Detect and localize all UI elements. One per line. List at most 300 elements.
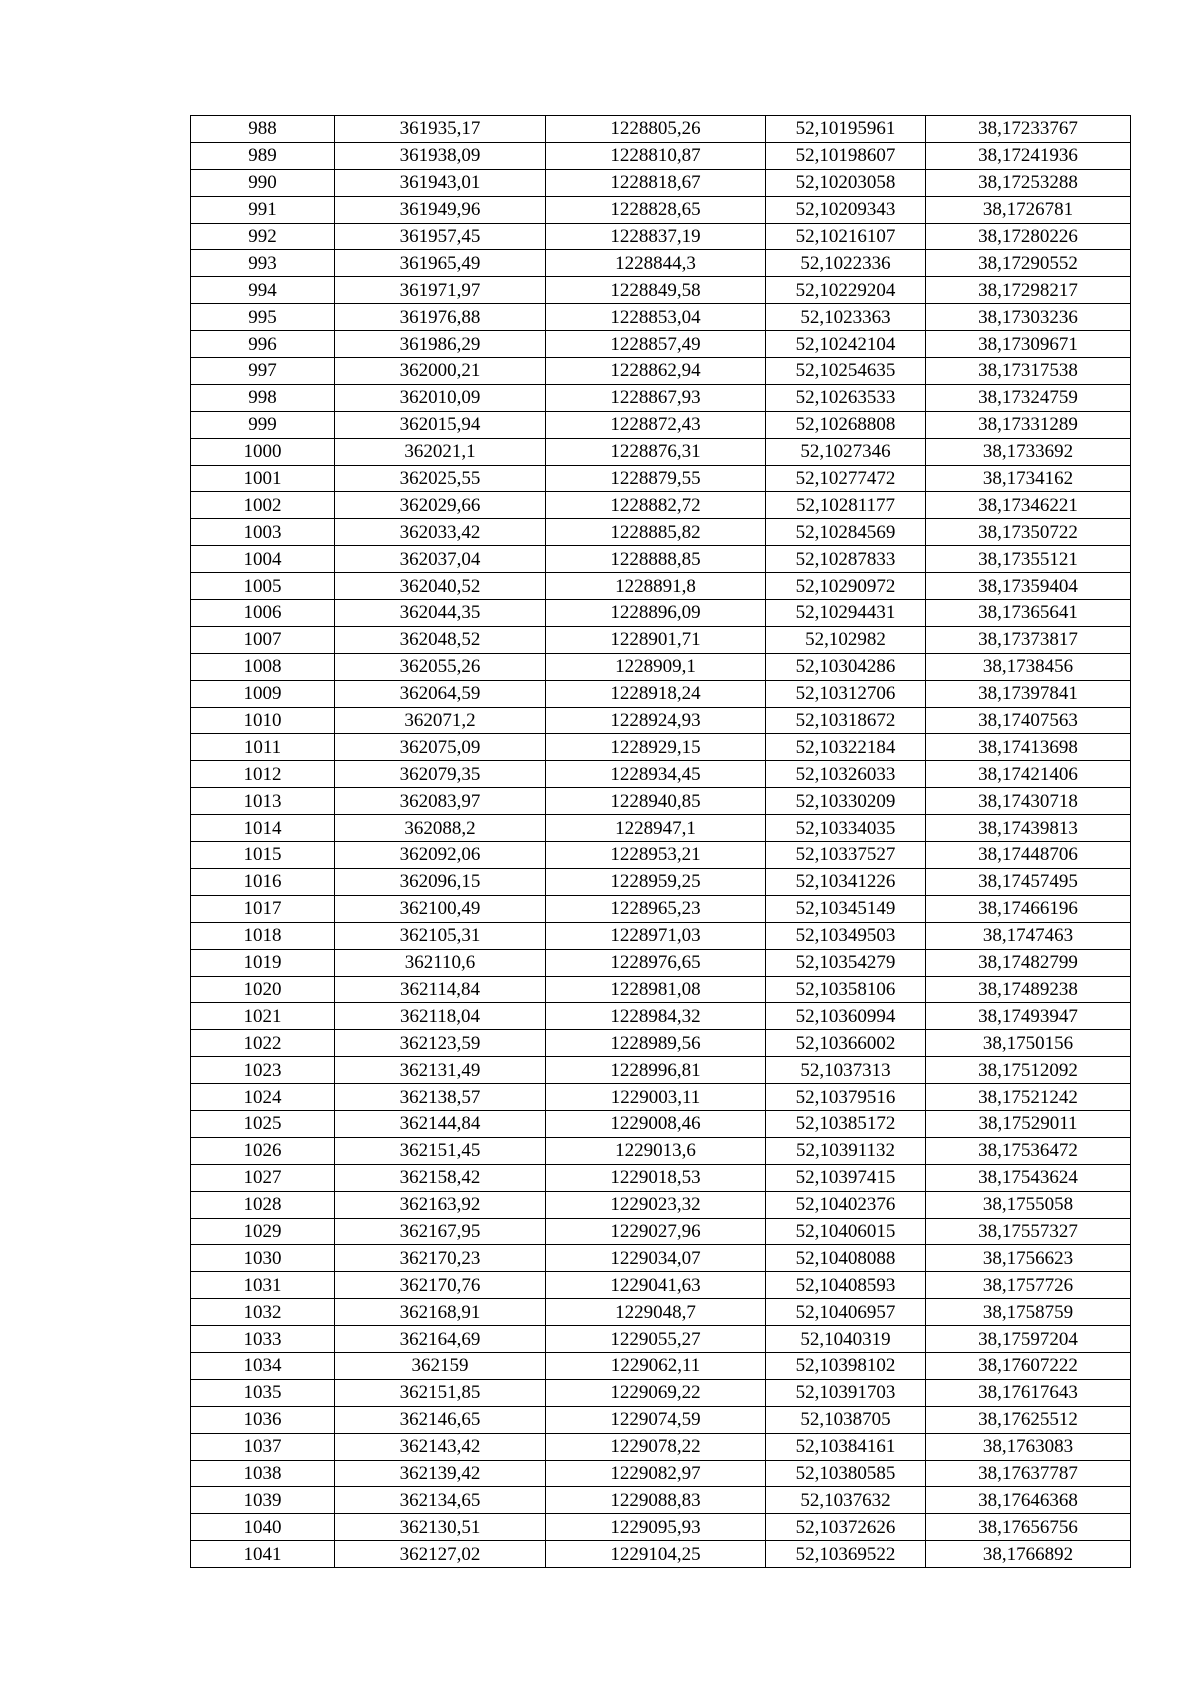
latitude-cell: 52,10345149: [766, 895, 926, 922]
point-number-cell: 996: [191, 331, 335, 358]
longitude-cell: 38,17557327: [926, 1218, 1131, 1245]
point-number-cell: 1001: [191, 465, 335, 492]
y-coordinate-cell: 1229062,11: [546, 1352, 766, 1379]
x-coordinate-cell: 362048,52: [335, 626, 546, 653]
point-number-cell: 1016: [191, 868, 335, 895]
point-number-cell: 992: [191, 223, 335, 250]
x-coordinate-cell: 362143,42: [335, 1433, 546, 1460]
table-row: [191, 600, 1131, 627]
x-coordinate-cell: 362151,85: [335, 1379, 546, 1406]
point-number-cell: 990: [191, 169, 335, 196]
table-row: [191, 1541, 1131, 1568]
point-number-cell: 997: [191, 358, 335, 385]
table-row: [191, 922, 1131, 949]
point-number-cell: 998: [191, 384, 335, 411]
longitude-cell: 38,1757726: [926, 1272, 1131, 1299]
x-coordinate-cell: 361938,09: [335, 142, 546, 169]
longitude-cell: 38,17637787: [926, 1460, 1131, 1487]
longitude-cell: 38,17233767: [926, 116, 1131, 143]
table-row: [191, 304, 1131, 331]
point-number-cell: 1020: [191, 976, 335, 1003]
table-row: [191, 1030, 1131, 1057]
point-number-cell: 993: [191, 250, 335, 277]
point-number-cell: 1039: [191, 1487, 335, 1514]
longitude-cell: 38,17350722: [926, 519, 1131, 546]
table-row: [191, 1245, 1131, 1272]
point-number-cell: 1027: [191, 1164, 335, 1191]
y-coordinate-cell: 1228862,94: [546, 358, 766, 385]
x-coordinate-cell: 362092,06: [335, 842, 546, 869]
y-coordinate-cell: 1228981,08: [546, 976, 766, 1003]
x-coordinate-cell: 362071,2: [335, 707, 546, 734]
latitude-cell: 52,10408593: [766, 1272, 926, 1299]
x-coordinate-cell: 362146,65: [335, 1406, 546, 1433]
latitude-cell: 52,10397415: [766, 1164, 926, 1191]
latitude-cell: 52,10402376: [766, 1191, 926, 1218]
x-coordinate-cell: 362118,04: [335, 1003, 546, 1030]
latitude-cell: 52,1040319: [766, 1326, 926, 1353]
y-coordinate-cell: 1229078,22: [546, 1433, 766, 1460]
x-coordinate-cell: 362000,21: [335, 358, 546, 385]
longitude-cell: 38,17489238: [926, 976, 1131, 1003]
longitude-cell: 38,17597204: [926, 1326, 1131, 1353]
table-row: [191, 116, 1131, 143]
latitude-cell: 52,10391703: [766, 1379, 926, 1406]
x-coordinate-cell: 362044,35: [335, 600, 546, 627]
y-coordinate-cell: 1229018,53: [546, 1164, 766, 1191]
latitude-cell: 52,10277472: [766, 465, 926, 492]
y-coordinate-cell: 1228885,82: [546, 519, 766, 546]
point-number-cell: 1030: [191, 1245, 335, 1272]
x-coordinate-cell: 362088,2: [335, 815, 546, 842]
latitude-cell: 52,1027346: [766, 438, 926, 465]
point-number-cell: 1038: [191, 1460, 335, 1487]
x-coordinate-cell: 362170,76: [335, 1272, 546, 1299]
latitude-cell: 52,1037313: [766, 1057, 926, 1084]
x-coordinate-cell: 362139,42: [335, 1460, 546, 1487]
table-row: [191, 573, 1131, 600]
longitude-cell: 38,17324759: [926, 384, 1131, 411]
point-number-cell: 1025: [191, 1110, 335, 1137]
y-coordinate-cell: 1228867,93: [546, 384, 766, 411]
longitude-cell: 38,17529011: [926, 1110, 1131, 1137]
latitude-cell: 52,10406015: [766, 1218, 926, 1245]
point-number-cell: 1037: [191, 1433, 335, 1460]
latitude-cell: 52,10312706: [766, 680, 926, 707]
longitude-cell: 38,1763083: [926, 1433, 1131, 1460]
y-coordinate-cell: 1229013,6: [546, 1137, 766, 1164]
table-row: [191, 1164, 1131, 1191]
x-coordinate-cell: 362029,66: [335, 492, 546, 519]
x-coordinate-cell: 361949,96: [335, 196, 546, 223]
table-row: [191, 842, 1131, 869]
longitude-cell: 38,17346221: [926, 492, 1131, 519]
latitude-cell: 52,10294431: [766, 600, 926, 627]
longitude-cell: 38,1733692: [926, 438, 1131, 465]
x-coordinate-cell: 362170,23: [335, 1245, 546, 1272]
x-coordinate-cell: 361943,01: [335, 169, 546, 196]
y-coordinate-cell: 1228876,31: [546, 438, 766, 465]
x-coordinate-cell: 361965,49: [335, 250, 546, 277]
latitude-cell: 52,10337527: [766, 842, 926, 869]
longitude-cell: 38,1750156: [926, 1030, 1131, 1057]
point-number-cell: 1041: [191, 1541, 335, 1568]
point-number-cell: 1028: [191, 1191, 335, 1218]
longitude-cell: 38,17457495: [926, 868, 1131, 895]
latitude-cell: 52,1038705: [766, 1406, 926, 1433]
latitude-cell: 52,10408088: [766, 1245, 926, 1272]
latitude-cell: 52,10391132: [766, 1137, 926, 1164]
table-row: [191, 142, 1131, 169]
table-row: [191, 223, 1131, 250]
x-coordinate-cell: 362055,26: [335, 653, 546, 680]
longitude-cell: 38,17536472: [926, 1137, 1131, 1164]
y-coordinate-cell: 1228805,26: [546, 116, 766, 143]
x-coordinate-cell: 362040,52: [335, 573, 546, 600]
latitude-cell: 52,10406957: [766, 1299, 926, 1326]
latitude-cell: 52,10326033: [766, 761, 926, 788]
table-row: [191, 411, 1131, 438]
point-number-cell: 1008: [191, 653, 335, 680]
point-number-cell: 1029: [191, 1218, 335, 1245]
point-number-cell: 1034: [191, 1352, 335, 1379]
table-row: [191, 761, 1131, 788]
latitude-cell: 52,10360994: [766, 1003, 926, 1030]
y-coordinate-cell: 1228828,65: [546, 196, 766, 223]
table-row: [191, 1084, 1131, 1111]
point-number-cell: 1018: [191, 922, 335, 949]
latitude-cell: 52,10284569: [766, 519, 926, 546]
point-number-cell: 1021: [191, 1003, 335, 1030]
latitude-cell: 52,10369522: [766, 1541, 926, 1568]
latitude-cell: 52,10195961: [766, 116, 926, 143]
latitude-cell: 52,10281177: [766, 492, 926, 519]
longitude-cell: 38,17466196: [926, 895, 1131, 922]
y-coordinate-cell: 1229027,96: [546, 1218, 766, 1245]
y-coordinate-cell: 1228989,56: [546, 1030, 766, 1057]
point-number-cell: 994: [191, 277, 335, 304]
latitude-cell: 52,10330209: [766, 788, 926, 815]
longitude-cell: 38,1747463: [926, 922, 1131, 949]
latitude-cell: 52,10287833: [766, 546, 926, 573]
y-coordinate-cell: 1229074,59: [546, 1406, 766, 1433]
table-row: [191, 815, 1131, 842]
table-row: [191, 680, 1131, 707]
x-coordinate-cell: 362015,94: [335, 411, 546, 438]
point-number-cell: 988: [191, 116, 335, 143]
table-row: [191, 1326, 1131, 1353]
y-coordinate-cell: 1229055,27: [546, 1326, 766, 1353]
longitude-cell: 38,1726781: [926, 196, 1131, 223]
longitude-cell: 38,1738456: [926, 653, 1131, 680]
longitude-cell: 38,17430718: [926, 788, 1131, 815]
latitude-cell: 52,10379516: [766, 1084, 926, 1111]
table-row: [191, 169, 1131, 196]
latitude-cell: 52,10198607: [766, 142, 926, 169]
table-row: [191, 626, 1131, 653]
latitude-cell: 52,10349503: [766, 922, 926, 949]
table-row: [191, 196, 1131, 223]
x-coordinate-cell: 362025,55: [335, 465, 546, 492]
coordinates-table: [190, 115, 1131, 1568]
table-row: [191, 492, 1131, 519]
point-number-cell: 1017: [191, 895, 335, 922]
longitude-cell: 38,1766892: [926, 1541, 1131, 1568]
point-number-cell: 1009: [191, 680, 335, 707]
point-number-cell: 1023: [191, 1057, 335, 1084]
table-row: [191, 1218, 1131, 1245]
table-row: [191, 1137, 1131, 1164]
longitude-cell: 38,17607222: [926, 1352, 1131, 1379]
table-row: [191, 1487, 1131, 1514]
x-coordinate-cell: 362079,35: [335, 761, 546, 788]
point-number-cell: 1026: [191, 1137, 335, 1164]
table-row: [191, 788, 1131, 815]
point-number-cell: 1032: [191, 1299, 335, 1326]
point-number-cell: 1000: [191, 438, 335, 465]
y-coordinate-cell: 1228959,25: [546, 868, 766, 895]
longitude-cell: 38,17543624: [926, 1164, 1131, 1191]
y-coordinate-cell: 1228818,67: [546, 169, 766, 196]
y-coordinate-cell: 1228918,24: [546, 680, 766, 707]
table-row: [191, 1003, 1131, 1030]
x-coordinate-cell: 362130,51: [335, 1514, 546, 1541]
longitude-cell: 38,17309671: [926, 331, 1131, 358]
longitude-cell: 38,1734162: [926, 465, 1131, 492]
latitude-cell: 52,10263533: [766, 384, 926, 411]
y-coordinate-cell: 1228953,21: [546, 842, 766, 869]
x-coordinate-cell: 362100,49: [335, 895, 546, 922]
x-coordinate-cell: 362114,84: [335, 976, 546, 1003]
point-number-cell: 1031: [191, 1272, 335, 1299]
x-coordinate-cell: 362123,59: [335, 1030, 546, 1057]
longitude-cell: 38,17303236: [926, 304, 1131, 331]
y-coordinate-cell: 1228996,81: [546, 1057, 766, 1084]
longitude-cell: 38,17359404: [926, 573, 1131, 600]
longitude-cell: 38,17413698: [926, 734, 1131, 761]
point-number-cell: 1010: [191, 707, 335, 734]
latitude-cell: 52,1022336: [766, 250, 926, 277]
y-coordinate-cell: 1228853,04: [546, 304, 766, 331]
x-coordinate-cell: 362075,09: [335, 734, 546, 761]
table-row: [191, 1352, 1131, 1379]
x-coordinate-cell: 362164,69: [335, 1326, 546, 1353]
longitude-cell: 38,17290552: [926, 250, 1131, 277]
point-number-cell: 1022: [191, 1030, 335, 1057]
x-coordinate-cell: 362134,65: [335, 1487, 546, 1514]
x-coordinate-cell: 361976,88: [335, 304, 546, 331]
latitude-cell: 52,10334035: [766, 815, 926, 842]
point-number-cell: 1004: [191, 546, 335, 573]
latitude-cell: 52,10229204: [766, 277, 926, 304]
point-number-cell: 1024: [191, 1084, 335, 1111]
y-coordinate-cell: 1228810,87: [546, 142, 766, 169]
latitude-cell: 52,10203058: [766, 169, 926, 196]
y-coordinate-cell: 1228849,58: [546, 277, 766, 304]
y-coordinate-cell: 1228891,8: [546, 573, 766, 600]
longitude-cell: 38,17373817: [926, 626, 1131, 653]
latitude-cell: 52,10372626: [766, 1514, 926, 1541]
longitude-cell: 38,17253288: [926, 169, 1131, 196]
longitude-cell: 38,17298217: [926, 277, 1131, 304]
y-coordinate-cell: 1228940,85: [546, 788, 766, 815]
table-row: [191, 438, 1131, 465]
y-coordinate-cell: 1228924,93: [546, 707, 766, 734]
y-coordinate-cell: 1229104,25: [546, 1541, 766, 1568]
table-row: [191, 1191, 1131, 1218]
table-row: [191, 707, 1131, 734]
table-row: [191, 277, 1131, 304]
y-coordinate-cell: 1228882,72: [546, 492, 766, 519]
y-coordinate-cell: 1229008,46: [546, 1110, 766, 1137]
x-coordinate-cell: 362096,15: [335, 868, 546, 895]
y-coordinate-cell: 1229034,07: [546, 1245, 766, 1272]
x-coordinate-cell: 362021,1: [335, 438, 546, 465]
point-number-cell: 1036: [191, 1406, 335, 1433]
table-row: [191, 546, 1131, 573]
y-coordinate-cell: 1229069,22: [546, 1379, 766, 1406]
x-coordinate-cell: 361935,17: [335, 116, 546, 143]
y-coordinate-cell: 1228857,49: [546, 331, 766, 358]
x-coordinate-cell: 362138,57: [335, 1084, 546, 1111]
table-row: [191, 1110, 1131, 1137]
table-row: [191, 895, 1131, 922]
y-coordinate-cell: 1228909,1: [546, 653, 766, 680]
longitude-cell: 38,17355121: [926, 546, 1131, 573]
y-coordinate-cell: 1229082,97: [546, 1460, 766, 1487]
latitude-cell: 52,10398102: [766, 1352, 926, 1379]
point-number-cell: 995: [191, 304, 335, 331]
latitude-cell: 52,10366002: [766, 1030, 926, 1057]
y-coordinate-cell: 1229088,83: [546, 1487, 766, 1514]
y-coordinate-cell: 1229041,63: [546, 1272, 766, 1299]
table-row: [191, 976, 1131, 1003]
x-coordinate-cell: 362151,45: [335, 1137, 546, 1164]
longitude-cell: 38,17331289: [926, 411, 1131, 438]
point-number-cell: 1040: [191, 1514, 335, 1541]
point-number-cell: 1002: [191, 492, 335, 519]
point-number-cell: 1005: [191, 573, 335, 600]
x-coordinate-cell: 361986,29: [335, 331, 546, 358]
longitude-cell: 38,1756623: [926, 1245, 1131, 1272]
x-coordinate-cell: 362131,49: [335, 1057, 546, 1084]
latitude-cell: 52,1023363: [766, 304, 926, 331]
longitude-cell: 38,17397841: [926, 680, 1131, 707]
longitude-cell: 38,17407563: [926, 707, 1131, 734]
y-coordinate-cell: 1229023,32: [546, 1191, 766, 1218]
table-row: [191, 1272, 1131, 1299]
x-coordinate-cell: 362158,42: [335, 1164, 546, 1191]
longitude-cell: 38,17365641: [926, 600, 1131, 627]
y-coordinate-cell: 1228947,1: [546, 815, 766, 842]
table-row: [191, 250, 1131, 277]
y-coordinate-cell: 1228896,09: [546, 600, 766, 627]
latitude-cell: 52,10380585: [766, 1460, 926, 1487]
x-coordinate-cell: 362168,91: [335, 1299, 546, 1326]
point-number-cell: 1012: [191, 761, 335, 788]
x-coordinate-cell: 362037,04: [335, 546, 546, 573]
latitude-cell: 52,10384161: [766, 1433, 926, 1460]
y-coordinate-cell: 1228965,23: [546, 895, 766, 922]
x-coordinate-cell: 361971,97: [335, 277, 546, 304]
longitude-cell: 38,17448706: [926, 842, 1131, 869]
table-row: [191, 1433, 1131, 1460]
table-row: [191, 949, 1131, 976]
point-number-cell: 1033: [191, 1326, 335, 1353]
latitude-cell: 52,10358106: [766, 976, 926, 1003]
x-coordinate-cell: 362159: [335, 1352, 546, 1379]
longitude-cell: 38,17317538: [926, 358, 1131, 385]
point-number-cell: 989: [191, 142, 335, 169]
point-number-cell: 1013: [191, 788, 335, 815]
point-number-cell: 991: [191, 196, 335, 223]
point-number-cell: 999: [191, 411, 335, 438]
x-coordinate-cell: 362010,09: [335, 384, 546, 411]
table-row: [191, 331, 1131, 358]
x-coordinate-cell: 361957,45: [335, 223, 546, 250]
x-coordinate-cell: 362064,59: [335, 680, 546, 707]
table-row: [191, 653, 1131, 680]
point-number-cell: 1015: [191, 842, 335, 869]
latitude-cell: 52,10304286: [766, 653, 926, 680]
y-coordinate-cell: 1228984,32: [546, 1003, 766, 1030]
latitude-cell: 52,10209343: [766, 196, 926, 223]
y-coordinate-cell: 1228879,55: [546, 465, 766, 492]
latitude-cell: 52,10216107: [766, 223, 926, 250]
coordinates-table-body: [191, 116, 1131, 1568]
longitude-cell: 38,1758759: [926, 1299, 1131, 1326]
x-coordinate-cell: 362127,02: [335, 1541, 546, 1568]
y-coordinate-cell: 1228934,45: [546, 761, 766, 788]
latitude-cell: 52,102982: [766, 626, 926, 653]
y-coordinate-cell: 1228971,03: [546, 922, 766, 949]
latitude-cell: 52,10354279: [766, 949, 926, 976]
longitude-cell: 38,17646368: [926, 1487, 1131, 1514]
longitude-cell: 38,17493947: [926, 1003, 1131, 1030]
y-coordinate-cell: 1229048,7: [546, 1299, 766, 1326]
latitude-cell: 52,10242104: [766, 331, 926, 358]
table-row: [191, 1406, 1131, 1433]
y-coordinate-cell: 1229003,11: [546, 1084, 766, 1111]
point-number-cell: 1019: [191, 949, 335, 976]
latitude-cell: 52,10268808: [766, 411, 926, 438]
latitude-cell: 52,10322184: [766, 734, 926, 761]
longitude-cell: 38,17617643: [926, 1379, 1131, 1406]
y-coordinate-cell: 1228901,71: [546, 626, 766, 653]
longitude-cell: 38,17512092: [926, 1057, 1131, 1084]
longitude-cell: 38,17482799: [926, 949, 1131, 976]
longitude-cell: 38,17439813: [926, 815, 1131, 842]
y-coordinate-cell: 1228976,65: [546, 949, 766, 976]
latitude-cell: 52,1037632: [766, 1487, 926, 1514]
longitude-cell: 38,17241936: [926, 142, 1131, 169]
latitude-cell: 52,10290972: [766, 573, 926, 600]
x-coordinate-cell: 362110,6: [335, 949, 546, 976]
table-row: [191, 1299, 1131, 1326]
table-row: [191, 519, 1131, 546]
y-coordinate-cell: 1228872,43: [546, 411, 766, 438]
latitude-cell: 52,10341226: [766, 868, 926, 895]
table-row: [191, 1514, 1131, 1541]
y-coordinate-cell: 1228844,3: [546, 250, 766, 277]
y-coordinate-cell: 1228888,85: [546, 546, 766, 573]
longitude-cell: 38,17656756: [926, 1514, 1131, 1541]
point-number-cell: 1006: [191, 600, 335, 627]
point-number-cell: 1007: [191, 626, 335, 653]
longitude-cell: 38,1755058: [926, 1191, 1131, 1218]
point-number-cell: 1035: [191, 1379, 335, 1406]
point-number-cell: 1014: [191, 815, 335, 842]
